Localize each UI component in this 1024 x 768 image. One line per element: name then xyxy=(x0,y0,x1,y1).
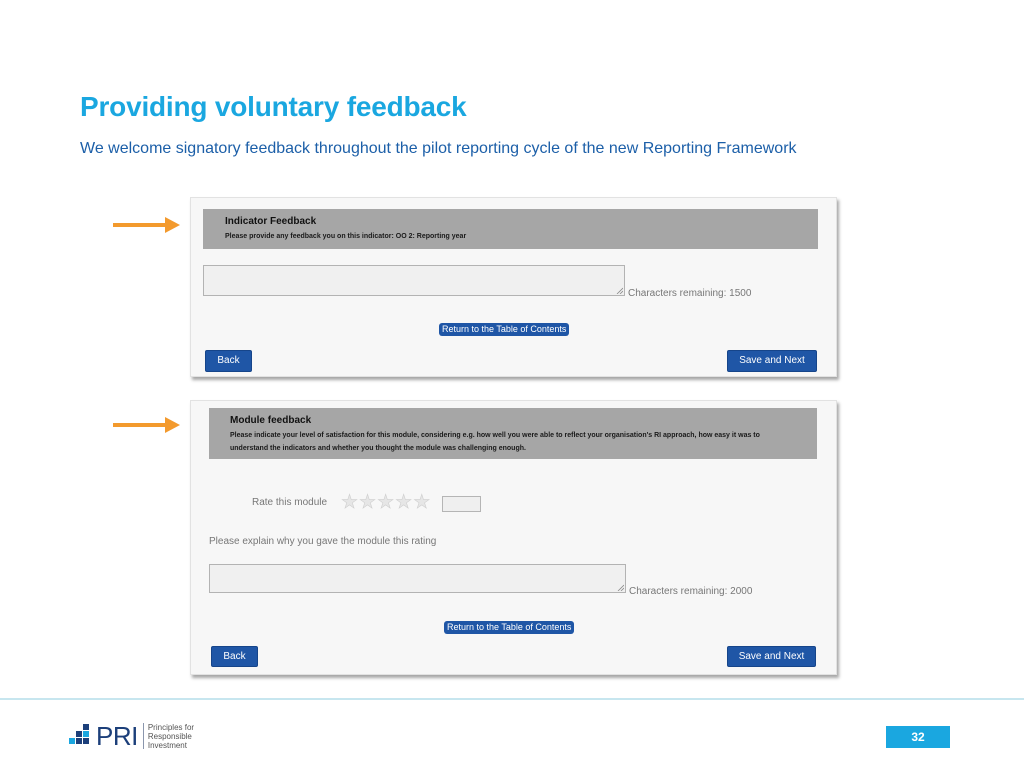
logo-separator xyxy=(143,723,144,749)
star-icon[interactable]: ★ xyxy=(359,492,377,513)
module-instruction-line1: Please indicate your level of satisfaction for this module, considering e.g. how well you were able to reflect your organisation's RI approach, how easy it was to xyxy=(230,432,760,439)
star-icon[interactable]: ★ xyxy=(377,492,395,513)
module-instruction-line2: understand the indicators and whether you thought the module was challenging enough. xyxy=(230,445,526,452)
resize-grip-icon[interactable] xyxy=(617,584,624,591)
indicator-header-bar xyxy=(203,209,818,249)
module-chars-remaining: Characters remaining: 2000 xyxy=(629,586,753,597)
module-header-bar xyxy=(209,408,817,459)
arrow-right-icon xyxy=(113,416,181,434)
module-feedback-textarea[interactable] xyxy=(209,564,626,593)
indicator-back-button[interactable]: Back xyxy=(205,350,252,372)
tagline-line1: Principles for xyxy=(147,722,195,732)
module-toc-link[interactable]: Return to the Table of Contents xyxy=(444,621,574,634)
arrow-right-icon xyxy=(113,216,181,234)
pri-logo-icon xyxy=(69,724,93,748)
star-icon[interactable]: ★ xyxy=(395,492,413,513)
module-feedback-panel xyxy=(190,400,837,675)
indicator-toc-link[interactable]: Return to the Table of Contents xyxy=(439,323,569,336)
indicator-save-next-button[interactable]: Save and Next xyxy=(727,350,817,372)
pri-logo-tagline xyxy=(148,723,194,750)
indicator-heading: Indicator Feedback xyxy=(225,216,317,227)
indicator-instruction: Please provide any feedback you on this indicator: OO 2: Reporting year xyxy=(225,233,467,240)
star-icon[interactable]: ★ xyxy=(413,492,431,513)
tagline-line2: Responsible xyxy=(147,731,192,741)
pri-logo-wordmark: PRI xyxy=(96,720,138,751)
slide-subtitle: We welcome signatory feedback throughout the pilot reporting cycle of the new Reporting Framework xyxy=(80,140,797,157)
indicator-feedback-textarea[interactable] xyxy=(203,265,625,296)
page-number-badge: 32 xyxy=(886,726,950,748)
footer-divider xyxy=(0,698,1024,700)
resize-grip-icon[interactable] xyxy=(616,287,623,294)
module-save-next-button[interactable]: Save and Next xyxy=(727,646,816,667)
pri-logo xyxy=(69,722,194,750)
rating-value-box xyxy=(442,496,481,512)
star-icon[interactable]: ★ xyxy=(341,492,359,513)
indicator-feedback-panel xyxy=(190,197,837,377)
rating-stars[interactable] xyxy=(341,493,430,512)
indicator-chars-remaining: Characters remaining: 1500 xyxy=(628,288,752,299)
tagline-line3: Investment xyxy=(147,740,187,750)
explain-rating-label: Please explain why you gave the module this rating xyxy=(209,536,437,547)
slide-title: Providing voluntary feedback xyxy=(80,91,467,122)
module-heading: Module feedback xyxy=(230,415,312,426)
rate-module-label: Rate this module xyxy=(252,497,328,508)
module-back-button[interactable]: Back xyxy=(211,646,258,667)
